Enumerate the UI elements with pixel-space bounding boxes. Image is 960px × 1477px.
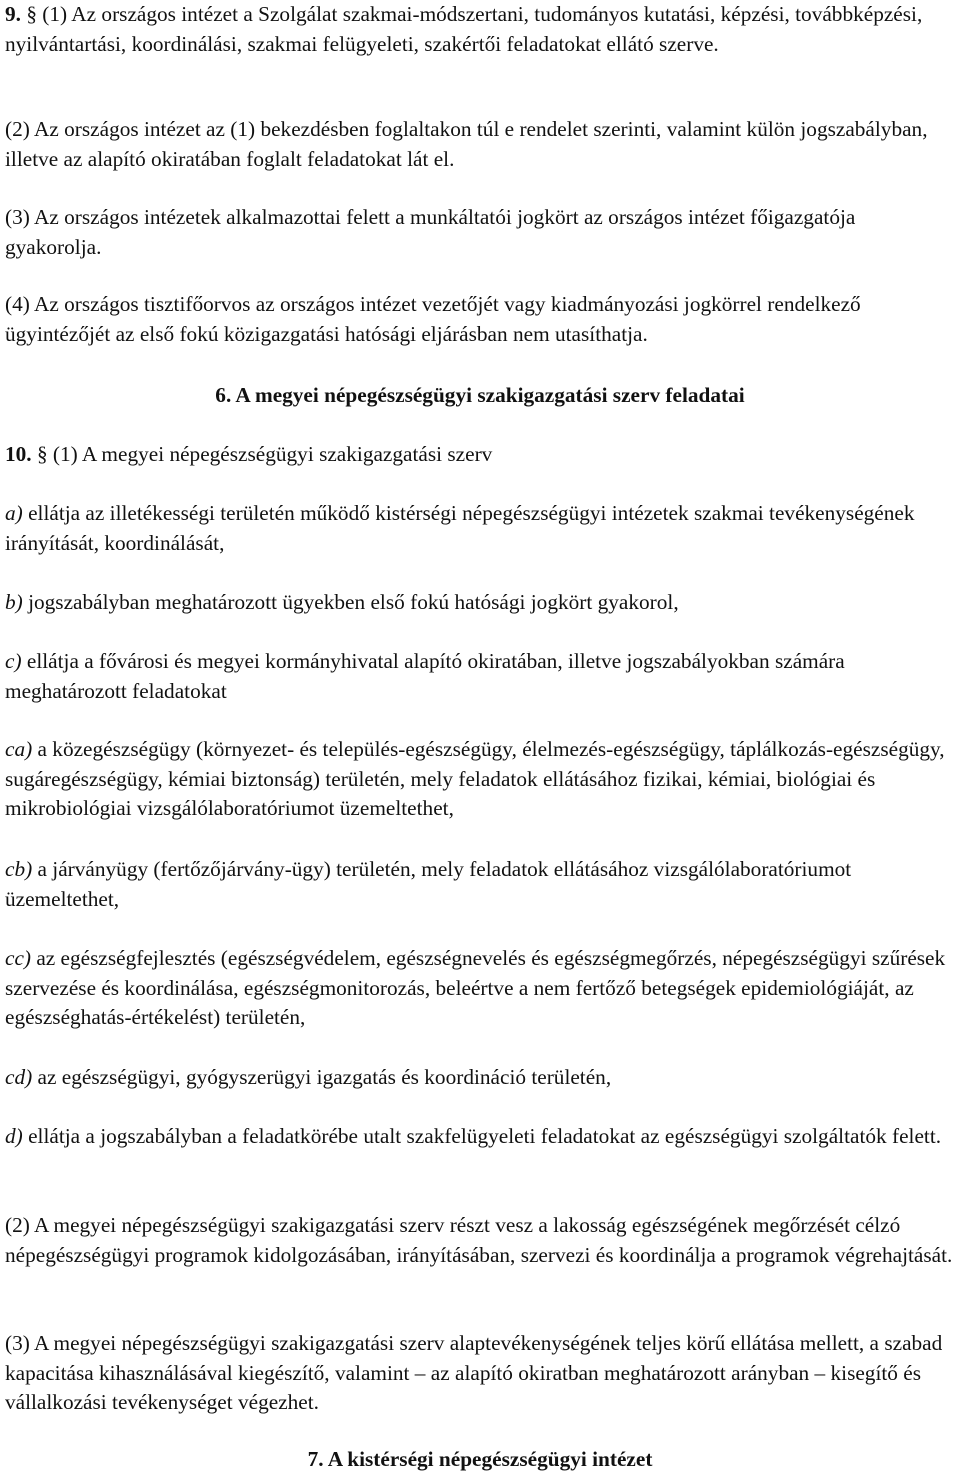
section-9-paragraph-4: (4) Az országos tisztifőorvos az országos intézet vezetőjét vagy kiadmányozási jogkörrel rendelkező ügyintézőjét az első fokú közigazgatási hatósági eljárásban nem utasíthatja. [5, 292, 861, 346]
section-9-number: 9. [5, 2, 21, 26]
section-10-paragraph-2: (2) A megyei népegészségügyi szakigazgatási szerv részt vesz a lakosság egészségének megőrzését célzó népegészségügyi programok kidolgozásában, irányításában, szervezi és koordinálja a programok végrehajtását. [5, 1213, 953, 1267]
section-9-paragraph-1 [5, 0, 953, 59]
point-ca [5, 735, 953, 824]
point-b-label: b) [5, 590, 23, 614]
point-cd [5, 1063, 953, 1093]
point-cb-text: a járványügy (fertőzőjárvány-ügy) területén, mely feladatok ellátásához vizsgálólaboratóriumot üzemeltethet, [5, 857, 852, 911]
point-c [5, 647, 953, 706]
point-cc [5, 944, 953, 1033]
point-cc-text: az egészségfejlesztés (egészségvédelem, egészségnevelés és egészségmegőrzés, népegészségügyi szűrések szervezése és koordinálása, egészségmonitorozás, beleértve a nem fertőző betegségek epidemiológiáját, az egészséghatás-értékelést) területén, [5, 946, 946, 1029]
section-10-number: 10. [5, 442, 32, 466]
point-cd-text: az egészségügyi, gyógyszerügyi igazgatás és koordináció területén, [37, 1065, 612, 1089]
point-d-text: ellátja a jogszabályban a feladatkörébe utalt szakfelügyeleti feladatokat az egészségügyi szolgáltatók felett. [28, 1124, 942, 1148]
point-a [5, 499, 953, 558]
section-10-intro [5, 440, 953, 470]
point-ca-label: ca) [5, 737, 33, 761]
point-a-label: a) [5, 501, 23, 525]
heading-6: 6. A megyei népegészségügyi szakigazgatási szerv feladatai [215, 383, 745, 407]
section-10-intro-text: § (1) A megyei népegészségügyi szakigazgatási szerv [36, 442, 493, 466]
point-cd-label: cd) [5, 1065, 33, 1089]
point-b-text: jogszabályban meghatározott ügyekben első fokú hatósági jogkört gyakorol, [28, 590, 679, 614]
point-d [5, 1122, 953, 1152]
heading-7: 7. A kistérségi népegészségügyi intézet [307, 1447, 653, 1471]
point-b [5, 588, 953, 618]
section-9-paragraph-1-text: § (1) Az országos intézet a Szolgálat szakmai-módszertani, tudományos kutatási, képzési, továbbképzési, nyilvántartási, koordinálási, szakmai felügyeleti, szakértői feladatokat ellátó szerve. [5, 2, 923, 56]
point-c-label: c) [5, 649, 22, 673]
point-cb-label: cb) [5, 857, 33, 881]
point-ca-text: a közegészségügy (környezet- és település-egészségügy, élelmezés-egészségügy, táplálkozás-egészségügy, sugáregészségügy, kémiai biztonság) területén, mely feladatok ellátásához fizikai, kémiai, biológiai és mikrobiológiai vizsgálólaboratóriumot üzemeltethet, [5, 737, 945, 820]
point-cc-label: cc) [5, 946, 31, 970]
point-a-text: ellátja az illetékességi területén működő kistérségi népegészségügyi intézetek szakmai tevékenységének irányítását, koordinálását, [5, 501, 915, 555]
section-10-paragraph-3: (3) A megyei népegészségügyi szakigazgatási szerv alaptevékenységének teljes körű ellátása mellett, a szabad kapacitása kihasználásával kiegészítő, valamint – az alapító okiratban meghatározott arányban – kisegítő és vállalkozási tevékenységet végezhet. [5, 1331, 943, 1414]
point-cb [5, 855, 953, 914]
point-d-label: d) [5, 1124, 23, 1148]
section-9-paragraph-3: (3) Az országos intézetek alkalmazottai felett a munkáltatói jogkört az országos intézet főigazgatója gyakorolja. [5, 205, 856, 259]
section-9-paragraph-2: (2) Az országos intézet az (1) bekezdésben foglaltakon túl e rendelet szerinti, valamint külön jogszabályban, illetve az alapító okiratában foglalt feladatokat lát el. [5, 117, 928, 171]
point-c-text: ellátja a fővárosi és megyei kormányhivatal alapító okiratában, illetve jogszabályokban számára meghatározott feladatokat [5, 649, 845, 703]
